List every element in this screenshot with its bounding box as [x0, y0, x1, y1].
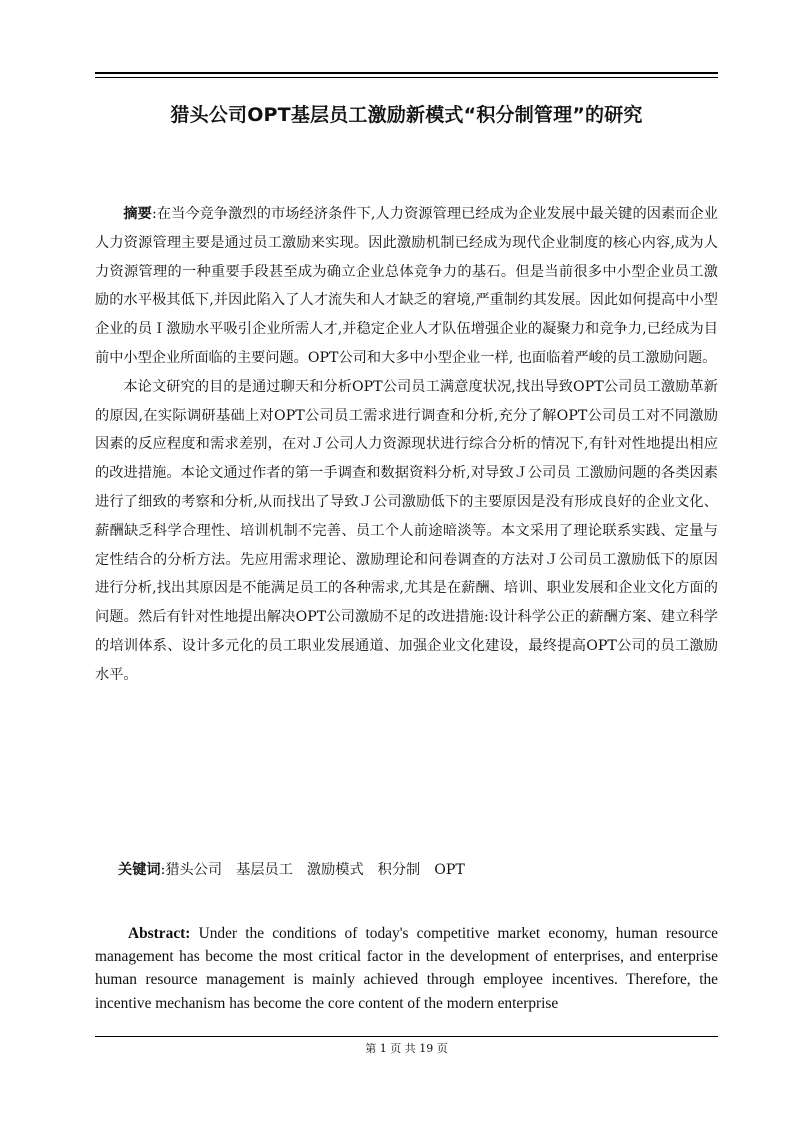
abstract-cn-paragraph-1-text: 在当今竞争激烈的市场经济条件下,人力资源管理已经成为企业发展中最关键的因素而企业人力资源管理主要是通过员工激励来实现。因此激励机制已经成为现代企业制度的核心内容,成为人力资源管理的一种重要手段甚至成为确立企业总体竞争力的基石。但是当前很多中小型企业员工激励的水平极其低下,并因此陷入了人才流失和人才缺乏的窘境,严重制约其发展。因此如何提高中小型企业的员Ｉ激励水平吸引企业所需人才,并稳定企业人才队伍增强企业的凝聚力和竞争力,已经成为目前中小型企业所面临的主要问题。OPT公司和大多中小型企业一样, 也面临着严峻的员工激励问题。 — [95, 206, 718, 366]
keyword-item: 基层员工 — [236, 862, 293, 878]
chinese-abstract — [95, 200, 718, 690]
abstract-cn-paragraph-2: 本论文研究的目的是通过聊天和分析OPT公司员工满意度状况,找出导致OPT公司员工激励革新的原因,在实际调研基础上对OPT公司员工需求进行调查和分析,充分了解OPT公司员工对不同激励因素的反应程度和需求差别，在对Ｊ公司人力资源现状进行综合分析的情况下,有针对性地提出相应的改进措施。本论文通过作者的第一手调查和数据资料分析,对导致Ｊ公司员 工激励问题的各类因素进行了细致的考察和分析,从而找出了导致Ｊ公司激励低下的主要原因是没有形成良好的企业文化、薪酬缺乏科学合理性、培训机制不完善、员工个人前途暗淡等。本文采用了理论联系实践、定量与定性结合的分析方法。先应用需求理论、激励理论和问卷调查的方法对Ｊ公司员工激励低下的原因进行分析,找出其原因是不能满足员工的各种需求,尤其是在薪酬、培训、职业发展和企业文化方面的问题。然后有针对性地提出解决OPT公司激励不足的改进措施:设计科学公正的薪酬方案、建立科学的培训体系、设计多元化的员工职业发展通道、加强企业文化建设，最终提高OPT公司的员工激励水平。 — [95, 378, 718, 683]
abstract-en-text: Under the conditions of today's competitive market economy, human resource management has become the most critical factor in the development of enterprises, and enterprise human resource management is mainly achieved through employee incentives. Therefore, the incentive mechanism has become the core content of the modern enterprise — [95, 925, 718, 1012]
keyword-item: OPT — [434, 862, 465, 878]
keyword-item: 激励模式 — [306, 862, 364, 878]
english-abstract — [95, 922, 718, 1015]
abstract-cn-paragraph-1 — [95, 200, 718, 373]
abstract-cn-label: 摘要 — [123, 206, 152, 222]
header-rule-thick — [95, 72, 718, 74]
footer-rule — [95, 1036, 718, 1037]
keywords-separator: : — [160, 862, 166, 878]
abstract-cn-separator: : — [151, 206, 157, 222]
abstract-en-label: Abstract: — [128, 925, 191, 942]
paper-title: 猎头公司OPT基层员工激励新模式“积分制管理”的研究 — [170, 104, 643, 126]
keywords-line — [118, 856, 479, 884]
header-rule-thin — [95, 77, 718, 78]
abstract-en-paragraph — [95, 922, 718, 1015]
keyword-item: 猎头公司 — [165, 862, 223, 878]
keywords-label: 关键词 — [118, 862, 161, 878]
keyword-item: 积分制 — [377, 862, 421, 878]
page-number: 第 1 页 共 19 页 — [365, 1042, 448, 1055]
